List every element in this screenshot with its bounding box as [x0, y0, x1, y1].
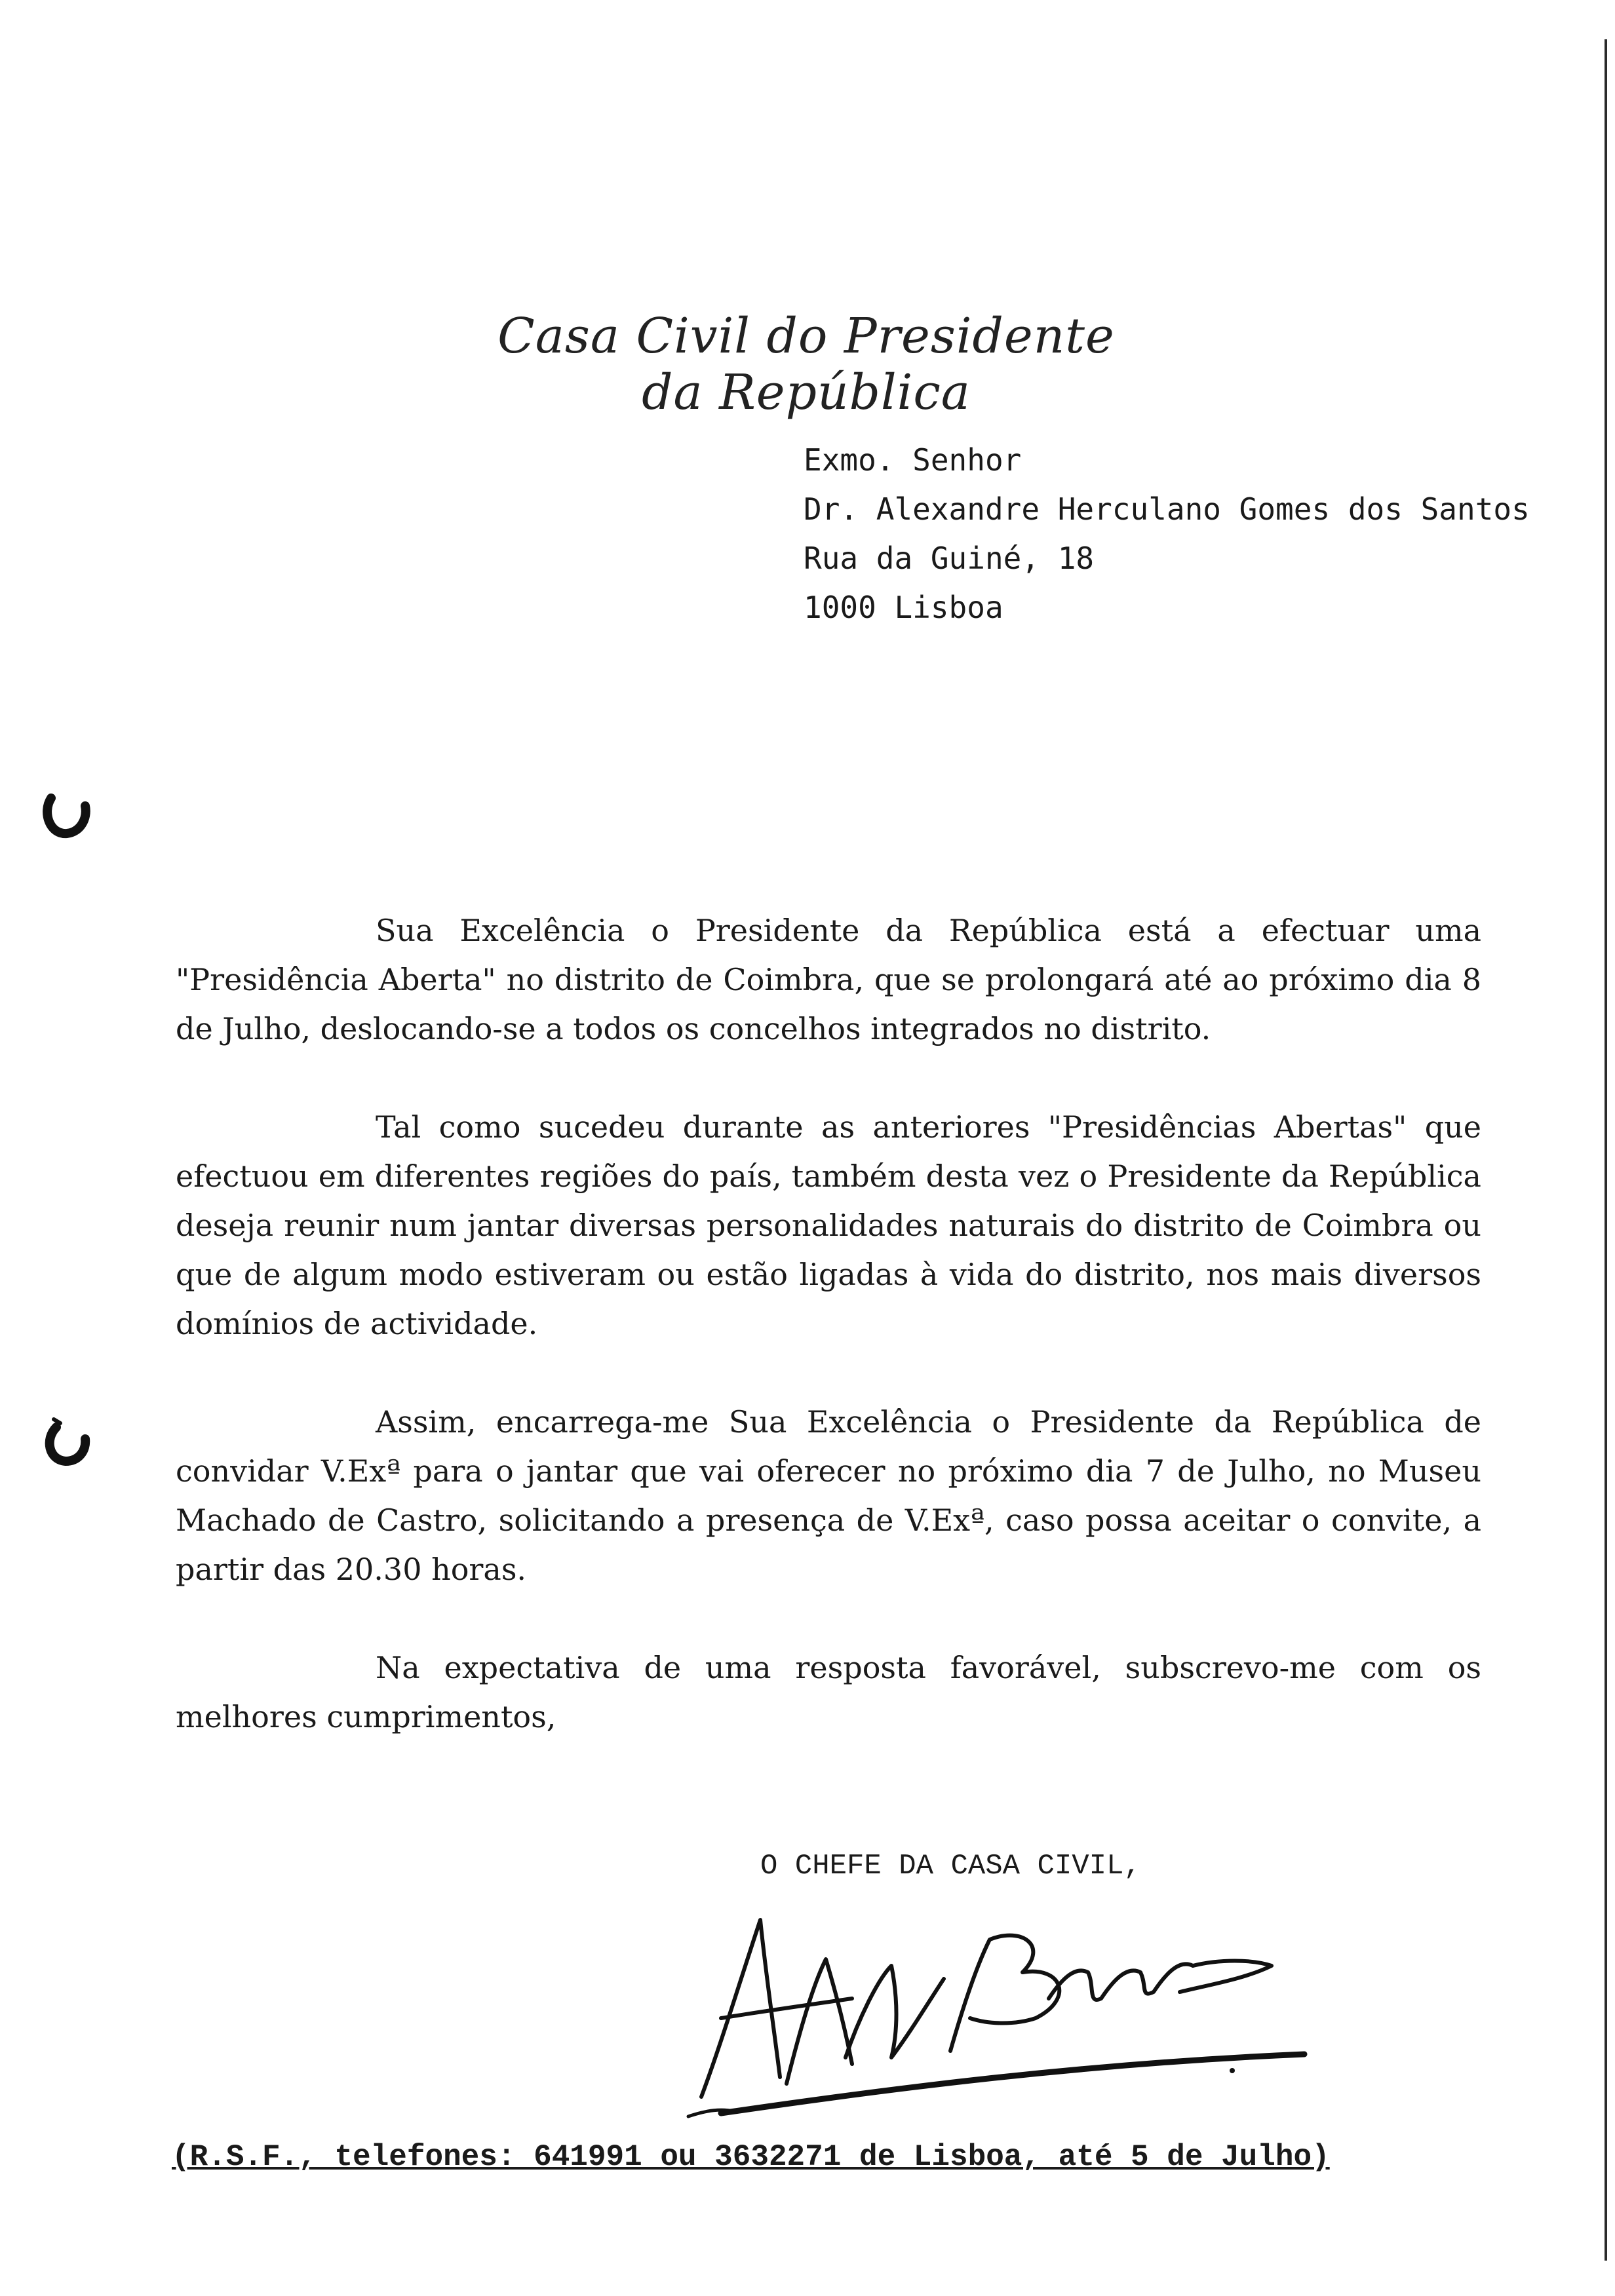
paragraph-4: Na expectativa de uma resposta favorável, subscrevo-me com os melhores cumprimentos, — [176, 1650, 1481, 1734]
paragraph-1: Sua Excelência o Presidente da República está a efectuar uma "Presidência Aberta" no distrito de Coimbra, que se prolongará até ao próximo dia 8 de Julho, deslocando-se a todos os concelhos integrados no distrito. — [176, 913, 1481, 1046]
recipient-address — [804, 436, 1530, 632]
punch-hole-mark-bottom — [38, 1414, 97, 1473]
signature-name — [0, 0, 1, 1]
handwritten-signature — [682, 1900, 1317, 2123]
punch-hole-mark-top — [38, 786, 97, 845]
recipient-street: Rua da Guiné, 18 — [804, 541, 1095, 576]
recipient-name: Dr. Alexandre Herculano Gomes dos Santos — [804, 491, 1530, 527]
page-edge-line — [1605, 39, 1607, 2261]
paragraph-3: Assim, encarrega-me Sua Excelência o Presidente da República de convidar V.Exª para o jantar que vai oferecer no próximo dia 7 de Julho, no Museu Machado de Castro, solicitando a presença de V.Exª, caso possa aceitar o convite, a partir das 20.30 horas. — [176, 1404, 1481, 1587]
letterhead: Casa Civil do Presidente da República — [497, 308, 1115, 421]
recipient-city: 1000 Lisboa — [804, 590, 1003, 625]
letter-body — [176, 906, 1481, 1791]
closing-title: O CHEFE DA CASA CIVIL, — [760, 1850, 1141, 1883]
paragraph-2: Tal como sucedeu durante as anteriores "Presidências Abertas" que efectuou em diferentes regiões do país, também desta vez o Presidente da República deseja reunir num jantar diversas personalidades naturais do distrito de Coimbra ou que de algum modo estiveram ou estão ligadas à vida do distrito, nos mais diversos domínios de actividade. — [176, 1109, 1481, 1341]
recipient-salutation: Exmo. Senhor — [804, 442, 1022, 478]
footer-note: (R.S.F., telefones: 641991 ou 3632271 de Lisboa, até 5 de Julho) — [172, 2140, 1330, 2174]
